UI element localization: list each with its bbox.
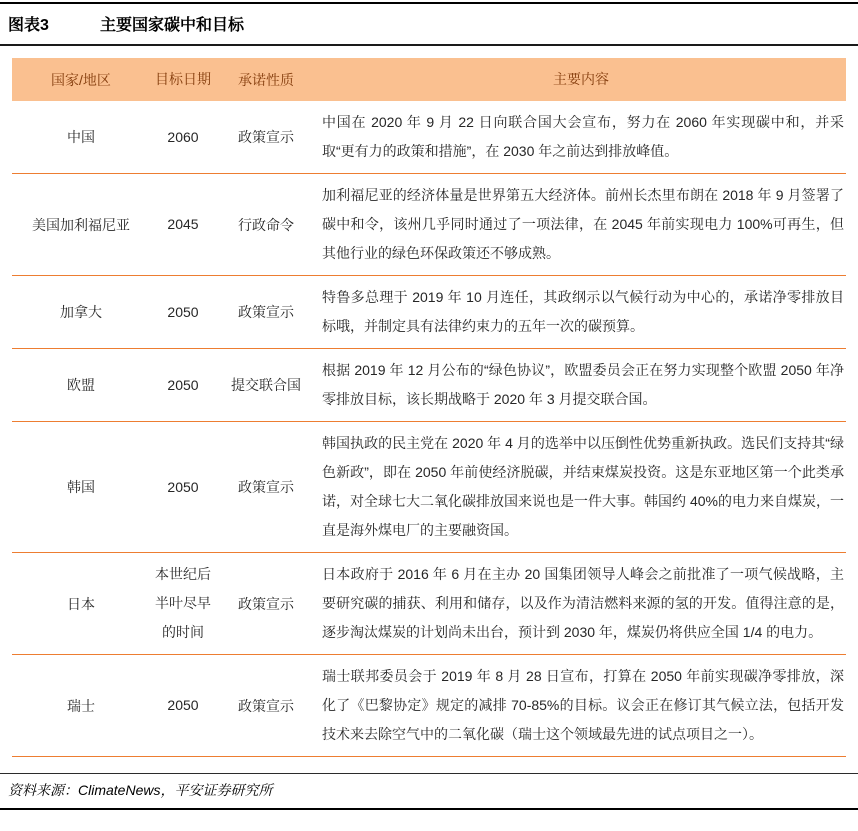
cell-country: 中国 [67,129,95,145]
cell-main-content: 瑞士联邦委员会于 2019 年 8 月 28 日宣布，打算在 2050 年前实现碳净零排放，深化了《巴黎协定》规定的减排 70-85%的目标。议会正在修订其气候立法，包括开发技术来去除空气中的二氧化碳（瑞士这个领域最先进的试点项目之一）。 [322,668,844,742]
source-text: 资料来源：ClimateNews，平安证券研究所 [8,782,273,798]
cell-commitment-nature: 政策宣示 [238,697,294,714]
cell-main-content: 日本政府于 2016 年 6 月在主办 20 国集团领导人峰会之前批准了一项气候战略，主要研究碳的捕获、利用和储存，以及作为清洁燃料来源的氢的开发。值得注意的是，逐步淘汰煤炭的计划尚未出台，预计到 2030 年，煤炭仍将供应全国 1/4 的电力。 [322,566,844,640]
table-header-row [12,58,846,101]
table-row-japan [12,553,846,655]
cell-country: 加拿大 [60,304,102,320]
cell-country: 韩国 [67,479,95,495]
figure-title-bar [0,4,858,46]
table-row-california [12,174,846,276]
cell-commitment-nature: 政策宣示 [238,304,294,320]
cell-commitment-nature: 行政命令 [238,216,294,233]
table-row-korea [12,422,846,553]
column-header-country: 国家/地区 [51,71,111,88]
column-header-target-date: 目标日期 [155,71,211,87]
cell-country: 欧盟 [67,377,95,393]
cell-commitment-nature: 政策宣示 [238,595,294,612]
carbon-neutrality-table [12,58,846,757]
cell-commitment-nature: 政策宣示 [238,129,294,145]
column-header-main-content: 主要内容 [553,71,609,87]
cell-country: 瑞士 [67,697,95,714]
table-row-china [12,101,846,174]
cell-target-date: 2050 [167,303,199,320]
cell-country: 美国加利福尼亚 [32,216,130,233]
cell-target-date: 2050 [167,478,199,495]
table-row-eu [12,349,846,422]
cell-main-content: 特鲁多总理于 2019 年 10 月连任，其政纲示以气候行动为中心的，承诺净零排放目标哦，并制定具有法律约束力的五年一次的碳预算。 [322,289,844,334]
cell-country: 日本 [67,595,95,612]
cell-main-content: 韩国执政的民主党在 2020 年 4 月的选举中以压倒性优势重新执政。选民们支持其“绿色新政”，即在 2050 年前使经济脱碳，并结束煤炭投资。这是东亚地区第一个此类承诺，对全球七大二氧化碳排放国来说也是一件大事。韩国约 40%的电力来自煤炭，一直是海外煤电厂的主要融资国。 [322,435,844,538]
cell-main-content: 加利福尼亚的经济体量是世界第五大经济体。前州长杰里布朗在 2018 年 9 月签署了碳中和令，该州几乎同时通过了一项法律，在 2045 年前实现电力 100%可再生，但其他行业的绿色环保政策还不够成熟。 [322,187,844,261]
cell-target-date: 2045 [167,216,199,232]
cell-target-date: 2050 [167,697,199,713]
cell-commitment-nature: 政策宣示 [238,479,294,495]
table-row-switzerland [12,655,846,757]
figure-label: 图表3 [8,17,49,34]
cell-main-content: 根据 2019 年 12 月公布的“绿色协议”，欧盟委员会正在努力实现整个欧盟 2050 年净零排放目标，该长期战略于 2020 年 3 月提交联合国。 [322,362,844,407]
table-row-canada [12,276,846,349]
column-header-commitment-nature: 承诺性质 [238,71,294,88]
figure-title: 主要国家碳中和目标 [100,17,245,34]
cell-target-date: 2060 [167,128,199,145]
cell-target-date: 2050 [167,376,199,393]
cell-main-content: 中国在 2020 年 9 月 22 日向联合国大会宣布，努力在 2060 年实现碳中和，并采取“更有力的政策和措施”，在 2030 年之前达到排放峰值。 [322,114,844,159]
cell-target-date: 本世纪后半叶尽早的时间 [155,566,211,640]
cell-commitment-nature: 提交联合国 [231,377,301,393]
source-footer [0,773,858,810]
